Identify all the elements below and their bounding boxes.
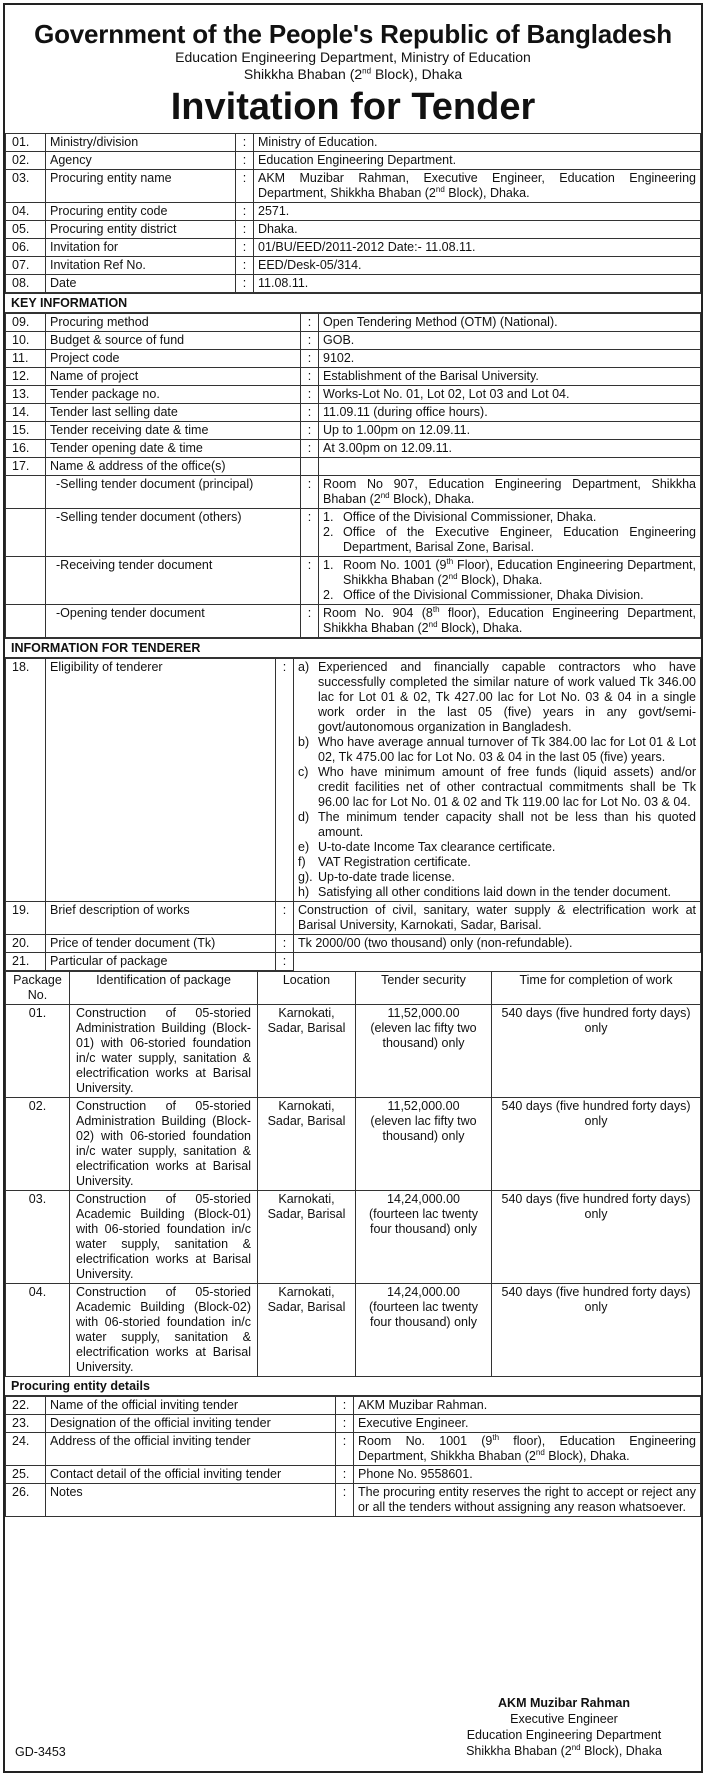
table-row: 04. Procuring entity code : 2571.	[6, 203, 701, 221]
column-header: Time for completion of work	[492, 972, 701, 1005]
table-row: 13. Tender package no. : Works-Lot No. 01, Lot 02, Lot 03 and Lot 04.	[6, 386, 701, 404]
government-title: Government of the People's Republic of Bangladesh	[34, 19, 672, 49]
list-item: d) The minimum tender capacity shall not be less than his quoted amount.	[298, 810, 696, 839]
table-row: 01. Construction of 05-storied Administration Building (Block-01) with 06-storied foundation in/c water supply, sanitation & electrification works at Barisal University. Karnokati, Sadar, Barisal 11,52,000.00 (eleven lac fifty two thousand) only 540 days (five hundred forty days) only	[6, 1005, 701, 1098]
department-line: Education Engineering Department, Ministry of Education	[175, 49, 531, 65]
table-row: 18. Eligibility of tenderer : a) Experienced and financially capable contractors who have successfully completed the similar nature of work valued Tk 346.00 lac for Lot 01 & 02, Tk 427.00 lac for Lot No. 03 & 04 in a single work order in the last 05 (five) years in any govt/semi-govt/autonomous organization in Bangladesh. b) Who have average annual turnover of Tk 384.00 lac for Lot 01 & Lot 02, Tk 475.00 lac for Lot No. 03 & 04 in the last 05 (five) years. c) Who have minimum amount of free funds (liquid assets) and/or credit facilities net of other contractual commitments shall be Tk 96.00 lac for Lot No. 01 & 02 and Tk 119.00 lac for Lot No. 03 & 04. d) The minimum tender capacity shall not be less than his quoted amount. e) U-to-date Income Tax clearance certificate. f) VAT Registration certificate. g). Up-to-date trade license. h) Satisfying all other conditions laid down in the tender document.	[6, 659, 701, 902]
tenderer-table	[5, 658, 701, 971]
package-table	[5, 971, 701, 1377]
column-header: Location	[258, 972, 356, 1005]
table-row: 10. Budget & source of fund : GOB.	[6, 332, 701, 350]
column-header: Identification of package	[70, 972, 258, 1005]
table-row: 24. Address of the official inviting tender : Room No. 1001 (9th floor), Education Engineering Department, Shikkha Bhaban (2nd Block), Dhaka.	[6, 1433, 701, 1466]
table-row: 02. Construction of 05-storied Administration Building (Block-02) with 06-storied foundation in/c water supply, sanitation & electrification works at Barisal University. Karnokati, Sadar, Barisal 11,52,000.00 (eleven lac fifty two thousand) only 540 days (five hundred forty days) only	[6, 1098, 701, 1191]
notice-title: Invitation for Tender	[170, 86, 536, 128]
list-item: b) Who have average annual turnover of Tk 384.00 lac for Lot 01 & Lot 02, Tk 475.00 lac for Lot No. 03 & 04 in the last 05 (five) years.	[298, 735, 696, 764]
notice-header	[5, 19, 701, 129]
table-row: -Receiving tender document : 1. Room No. 1001 (9th Floor), Education Engineering Department, Shikkha Bhaban (2nd Block), Dhaka. 2. Office of the Divisional Commissioner, Dhaka Division.	[6, 557, 701, 605]
procuring-entity-heading: Procuring entity details	[5, 1377, 701, 1396]
table-row: 22. Name of the official inviting tender : AKM Muzibar Rahman.	[6, 1397, 701, 1415]
table-row: -Opening tender document : Room No. 904 (8th floor), Education Engineering Department, Shikkha Bhaban (2nd Block), Dhaka.	[6, 605, 701, 638]
information-for-tenderer-heading: INFORMATION FOR TENDERER	[5, 638, 701, 658]
signatory-address: Shikkha Bhaban (2nd Block), Dhaka	[466, 1742, 662, 1758]
key-information-heading: KEY INFORMATION	[5, 293, 701, 313]
notice-border	[3, 3, 703, 1773]
table-row: 19. Brief description of works : Construction of civil, sanitary, water supply & electrification work at Barisal University, Karnokati, Sadar, Barisal.	[6, 902, 701, 935]
table-row: 12. Name of project : Establishment of the Barisal University.	[6, 368, 701, 386]
table-row: 11. Project code : 9102.	[6, 350, 701, 368]
table-row: 01. Ministry/division : Ministry of Education.	[6, 134, 701, 152]
table-row: 14. Tender last selling date : 11.09.11 (during office hours).	[6, 404, 701, 422]
signatory-name: AKM Muzibar Rahman	[498, 1696, 630, 1710]
table-row: 03. Construction of 05-storied Academic Building (Block-01) with 06-storied foundation in/c water supply, sanitation & electrification works at Barisal University. Karnokati, Sadar, Barisal 14,24,000.00 (fourteen lac twenty four thousand) only 540 days (five hundred forty days) only	[6, 1191, 701, 1284]
list-item: h) Satisfying all other conditions laid down in the tender document.	[298, 885, 671, 899]
table-row: 21. Particular of package :	[6, 953, 701, 971]
list-item: g). Up-to-date trade license.	[298, 870, 455, 884]
gd-code: GD-3453	[15, 1745, 66, 1759]
column-header: Package No.	[6, 972, 70, 1005]
table-row: 17. Name & address of the office(s)	[6, 458, 701, 476]
signature-block	[449, 1695, 679, 1759]
table-row: -Selling tender document (others) : 1. Office of the Divisional Commissioner, Dhaka. 2. Office of the Executive Engineer, Education Engineering Department, Barisal Zone, Barisal.	[6, 509, 701, 557]
table-row: 23. Designation of the official inviting tender : Executive Engineer.	[6, 1415, 701, 1433]
signatory-designation: Executive Engineer	[510, 1712, 618, 1726]
table-row: 03. Procuring entity name : AKM Muzibar Rahman, Executive Engineer, Education Engineering Department, Shikkha Bhaban (2nd Block), Dhaka.	[6, 170, 701, 203]
table-row: -Selling tender document (principal) : Room No 907, Education Engineering Department, Shikkha Bhaban (2nd Block), Dhaka.	[6, 476, 701, 509]
table-row: 08. Date : 11.08.11.	[6, 275, 701, 293]
table-row: 25. Contact detail of the official inviting tender : Phone No. 9558601.	[6, 1466, 701, 1484]
table-row: 07. Invitation Ref No. : EED/Desk-05/314.	[6, 257, 701, 275]
list-item: a) Experienced and financially capable contractors who have successfully completed the similar nature of work valued Tk 346.00 lac for Lot 01 & 02, Tk 427.00 lac for Lot No. 03 & 04 in a single work order in the last 05 (five) years in any govt/semi-govt/autonomous organization in Bangladesh.	[298, 660, 696, 734]
table-row: 26. Notes : The procuring entity reserves the right to accept or reject any or all the tenders without assigning any reason whatsoever.	[6, 1484, 701, 1517]
table-row: 15. Tender receiving date & time : Up to 1.00pm on 12.09.11.	[6, 422, 701, 440]
column-header: Tender security	[356, 972, 492, 1005]
table-row: 04. Construction of 05-storied Academic Building (Block-02) with 06-storied foundation in/c water supply, sanitation & electrification works at Barisal University. Karnokati, Sadar, Barisal 14,24,000.00 (fourteen lac twenty four thousand) only 540 days (five hundred forty days) only	[6, 1284, 701, 1377]
table-row: 09. Procuring method : Open Tendering Method (OTM) (National).	[6, 314, 701, 332]
table-row: 16. Tender opening date & time : At 3.00pm on 12.09.11.	[6, 440, 701, 458]
list-item: e) U-to-date Income Tax clearance certificate.	[298, 840, 556, 854]
address-line: Shikkha Bhaban (2nd Block), Dhaka	[243, 66, 463, 82]
list-item: f) VAT Registration certificate.	[298, 855, 471, 869]
table-row: 05. Procuring entity district : Dhaka.	[6, 221, 701, 239]
procuring-entity-table	[5, 1396, 701, 1517]
signatory-department: Education Engineering Department	[466, 1728, 662, 1742]
key-information-table	[5, 313, 701, 638]
package-header-row	[6, 972, 701, 1005]
eligibility-criteria	[294, 659, 701, 902]
list-item: c) Who have minimum amount of free funds (liquid assets) and/or credit facilities net of other contractual commitments shall be Tk 96.00 lac for Lot No. 01 & 02 and Tk 119.00 lac for Lot No. 03 & 04.	[298, 765, 696, 809]
table-row: 02. Agency : Education Engineering Department.	[6, 152, 701, 170]
table-row: 06. Invitation for : 01/BU/EED/2011-2012 Date:- 11.08.11.	[6, 239, 701, 257]
general-info-table	[5, 133, 701, 293]
table-row: 20. Price of tender document (Tk) : Tk 2000/00 (two thousand) only (non-refundable).	[6, 935, 701, 953]
